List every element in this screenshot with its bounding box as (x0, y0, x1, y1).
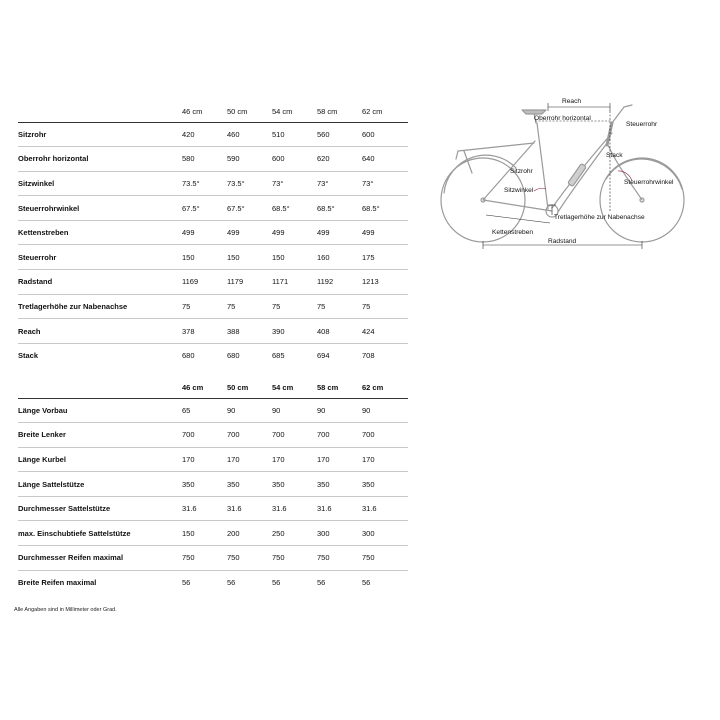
measurement-lines (483, 103, 642, 249)
cell-value: 56 (227, 578, 236, 588)
cell-value: 408 (317, 326, 330, 336)
cell-value: 750 (362, 553, 375, 563)
cell-value: 90 (362, 405, 371, 415)
cell-value: 75 (272, 301, 281, 311)
table-row (18, 496, 408, 521)
cell-value: 580 (182, 154, 195, 164)
label-oberrohr-horizontal: Oberrohr horizontal (534, 115, 591, 122)
row-label: Sitzrohr (18, 129, 47, 139)
cell-value: 1192 (317, 277, 334, 287)
row-label: max. Einschubtiefe Sattelstütze (18, 528, 131, 538)
size-header: 46 cm (182, 106, 203, 116)
cell-value: 75 (317, 301, 326, 311)
cell-value: 75 (227, 301, 236, 311)
label-tretlager: Tretlagerhöhe zur Nabenachse (554, 214, 645, 221)
cell-value: 640 (362, 154, 375, 164)
cell-value: 350 (272, 479, 285, 489)
cell-value: 67.5° (182, 203, 200, 213)
cell-value: 90 (272, 405, 281, 415)
row-label: Länge Sattelstütze (18, 479, 85, 489)
row-label: Sitzwinkel (18, 178, 55, 188)
cell-value: 700 (227, 430, 240, 440)
label-sitzwinkel: Sitzwinkel (504, 187, 534, 194)
size-header: 62 cm (362, 106, 383, 116)
cell-value: 31.6 (362, 504, 377, 514)
cell-value: 350 (182, 479, 195, 489)
label-sitzrohr: Sitzrohr (510, 168, 533, 175)
row-label: Tretlagerhöhe zur Nabenachse (18, 301, 128, 311)
cell-value: 694 (317, 351, 330, 361)
cell-value: 708 (362, 351, 375, 361)
cell-value: 73.5° (182, 178, 200, 188)
cell-value: 73° (317, 178, 329, 188)
cell-value: 1171 (272, 277, 289, 287)
cell-value: 499 (182, 228, 195, 238)
row-label: Stack (18, 351, 39, 361)
down-tube-lower (558, 139, 610, 212)
cell-value: 90 (317, 405, 326, 415)
cell-value: 680 (182, 351, 195, 361)
label-kettenstreben: Kettenstreben (492, 229, 534, 236)
cell-value: 73° (362, 178, 374, 188)
row-label: Steuerrohr (18, 252, 57, 262)
cell-value: 200 (227, 528, 240, 538)
cell-value: 600 (272, 154, 285, 164)
row-label: Breite Lenker (18, 430, 66, 440)
bike-geometry-diagram (436, 93, 700, 255)
row-label: Reach (18, 326, 41, 336)
row-label: Länge Vorbau (18, 405, 68, 415)
size-header: 50 cm (227, 382, 249, 392)
row-label: Durchmesser Sattelstütze (18, 504, 111, 514)
table-row (18, 245, 408, 270)
row-label: Oberrohr horizontal (18, 154, 89, 164)
cell-value: 56 (272, 578, 281, 588)
table-row (18, 343, 408, 368)
size-header: 54 cm (272, 106, 293, 116)
cell-value: 499 (227, 228, 240, 238)
table-row (18, 447, 408, 472)
label-reach: Reach (562, 98, 582, 105)
cell-value: 1169 (182, 277, 199, 287)
cell-value: 300 (317, 528, 330, 538)
cell-value: 73° (272, 178, 284, 188)
cell-value: 65 (182, 405, 191, 415)
header-corner (18, 377, 182, 398)
cell-value: 378 (182, 326, 195, 336)
table-row (18, 472, 408, 497)
row-label: Durchmesser Reifen maximal (18, 553, 124, 563)
components-table (18, 377, 408, 595)
row-label: Breite Reifen maximal (18, 578, 97, 588)
cell-value: 31.6 (272, 504, 287, 514)
cell-value: 750 (227, 553, 240, 563)
cell-value: 685 (272, 351, 285, 361)
row-label: Kettenstreben (18, 228, 69, 238)
table-row (18, 570, 408, 595)
seat-angle-arc (534, 188, 546, 191)
cell-value: 175 (362, 252, 375, 262)
cell-value: 750 (272, 553, 285, 563)
row-label: Länge Kurbel (18, 454, 66, 464)
cell-value: 170 (362, 454, 375, 464)
cell-value: 680 (227, 351, 240, 361)
size-header-row (18, 377, 408, 398)
cell-value: 424 (362, 326, 375, 336)
size-header: 58 cm (317, 382, 339, 392)
size-header: 46 cm (182, 382, 204, 392)
cell-value: 700 (362, 430, 375, 440)
size-header: 54 cm (272, 382, 294, 392)
cell-value: 460 (227, 129, 240, 139)
cell-value: 700 (317, 430, 330, 440)
cell-value: 170 (182, 454, 195, 464)
cell-value: 56 (317, 578, 326, 588)
cell-value: 67.5° (227, 203, 245, 213)
cell-value: 499 (317, 228, 330, 238)
cell-value: 700 (272, 430, 285, 440)
cell-value: 388 (227, 326, 240, 336)
cell-value: 73.5° (227, 178, 245, 188)
cell-value: 499 (362, 228, 375, 238)
cell-value: 499 (272, 228, 285, 238)
table-row (18, 220, 408, 245)
cell-value: 160 (317, 252, 330, 262)
chainstay-line (486, 215, 550, 223)
seat-tube (537, 123, 548, 209)
table-row (18, 171, 408, 196)
cell-value: 1179 (227, 277, 244, 287)
cell-value: 350 (362, 479, 375, 489)
size-header-row (18, 101, 408, 122)
table-row (18, 398, 408, 423)
header-corner (18, 101, 182, 122)
cell-value: 170 (317, 454, 330, 464)
chainstay (483, 200, 552, 211)
size-header: 50 cm (227, 106, 248, 116)
cell-value: 68.5° (317, 203, 335, 213)
cell-value: 31.6 (227, 504, 242, 514)
cell-value: 75 (362, 301, 371, 311)
table-row (18, 319, 408, 344)
cell-value: 170 (272, 454, 285, 464)
label-stack: Stack (606, 152, 623, 159)
cell-value: 300 (362, 528, 375, 538)
cell-value: 170 (227, 454, 240, 464)
table-row (18, 122, 408, 147)
cell-value: 150 (182, 252, 195, 262)
table-row (18, 423, 408, 448)
cell-value: 90 (227, 405, 236, 415)
cell-value: 68.5° (272, 203, 290, 213)
cell-value: 31.6 (182, 504, 197, 514)
cell-value: 150 (227, 252, 240, 262)
cell-value: 31.6 (317, 504, 332, 514)
cell-value: 56 (182, 578, 191, 588)
cell-value: 390 (272, 326, 285, 336)
size-header: 62 cm (362, 382, 384, 392)
cell-value: 150 (182, 528, 195, 538)
footnote: Alle Angaben sind in Millimeter oder Grad. (14, 607, 117, 613)
cell-value: 420 (182, 129, 195, 139)
cell-value: 700 (182, 430, 195, 440)
table-row (18, 294, 408, 319)
label-radstand: Radstand (548, 238, 577, 245)
row-label: Radstand (18, 277, 53, 287)
row-label: Steuerrohrwinkel (18, 203, 80, 213)
size-header: 58 cm (317, 106, 338, 116)
cell-value: 620 (317, 154, 330, 164)
table-row (18, 196, 408, 221)
cell-value: 560 (317, 129, 330, 139)
table-row (18, 147, 408, 172)
cell-value: 590 (227, 154, 240, 164)
table-row (18, 270, 408, 295)
table-row (18, 521, 408, 546)
cell-value: 250 (272, 528, 285, 538)
label-steuerrohr: Steuerrohr (626, 121, 658, 128)
cell-value: 350 (317, 479, 330, 489)
cell-value: 150 (272, 252, 285, 262)
cell-value: 75 (182, 301, 191, 311)
geometry-table (18, 101, 408, 368)
cell-value: 56 (362, 578, 371, 588)
table-row (18, 546, 408, 571)
cell-value: 750 (182, 553, 195, 563)
saddle (522, 110, 546, 114)
cell-value: 750 (317, 553, 330, 563)
cell-value: 350 (227, 479, 240, 489)
cell-value: 600 (362, 129, 375, 139)
label-steuerrohrwinkel: Steuerrohrwinkel (624, 179, 674, 186)
cell-value: 1213 (362, 277, 379, 287)
cell-value: 510 (272, 129, 285, 139)
cell-value: 68.5° (362, 203, 380, 213)
